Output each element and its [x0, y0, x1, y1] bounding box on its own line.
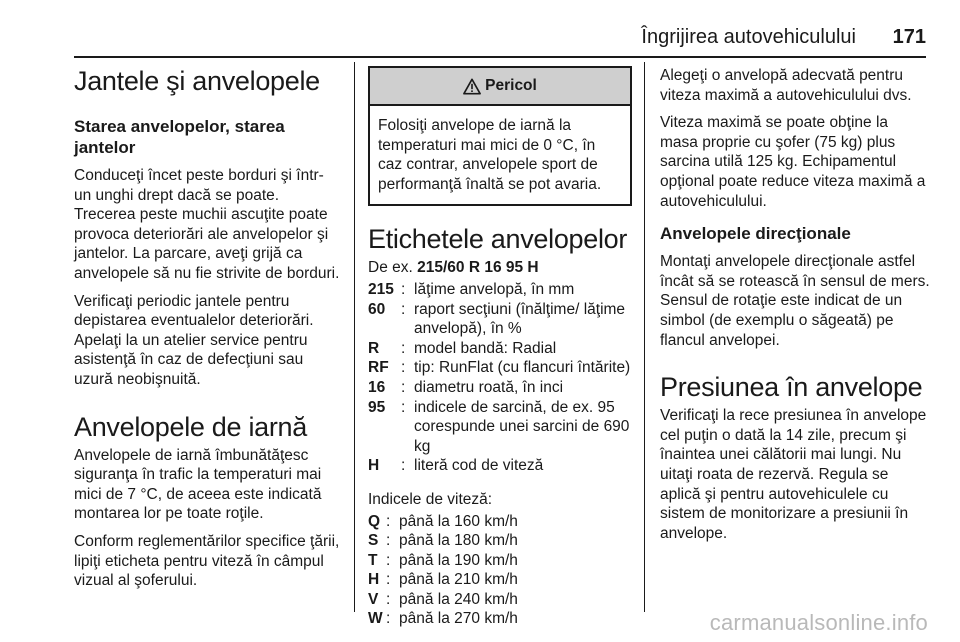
- danger-box-text: Folosiţi anvelope de iarnă la temperaturi mai mici de 0 °C, în caz contrar, anvelopele sport de performanţă înaltă se pot avaria.: [378, 117, 602, 193]
- page-header: [0, 0, 960, 60]
- section-title-winter: Anvelopele de iarnă: [74, 411, 307, 442]
- definition-row: [368, 339, 634, 359]
- speed-row: [368, 531, 518, 551]
- definition-row-key: R: [368, 339, 380, 357]
- definition-row-value: tip: RunFlat (cu flancuri întărite): [414, 359, 631, 377]
- section-title-labels: Etichetele anvelopelor: [368, 224, 628, 255]
- speed-row: [368, 590, 518, 610]
- definition-row-separator: :: [401, 359, 406, 377]
- definition-row-value: lăţime anvelopă, în mm: [414, 280, 575, 298]
- speed-row-value: până la 160 km/h: [399, 512, 518, 530]
- definition-row-key: 215: [368, 280, 394, 298]
- definition-row: [368, 456, 634, 476]
- chapter-title: Îngrijirea autovehiculului: [641, 26, 856, 48]
- definition-row-key: 60: [368, 300, 386, 318]
- page-number: 171: [892, 26, 926, 48]
- speed-index-label: Indicele de viteză:: [368, 490, 493, 508]
- definition-row-key: H: [368, 457, 380, 475]
- speed-row-value: până la 270 km/h: [399, 610, 518, 628]
- speed-row-separator: :: [386, 512, 391, 530]
- definition-row-key: 16: [368, 378, 386, 396]
- column-2: [368, 60, 634, 629]
- definition-row: [368, 280, 634, 300]
- definition-row: [368, 378, 634, 398]
- paragraph-pressure: Verificaţi la rece presiunea în anvelope cel puţin o dată la 14 zile, precum şi înaintea unei călătorii mai lungi. Nu uitaţi roata de rezervă. Regula se aplică şi pentru autovehiculele cu sistem de monitorizare a presiunii în anvelope.: [660, 407, 927, 542]
- definition-row-separator: :: [401, 457, 406, 475]
- watermark: carmanualsonline.info: [709, 610, 928, 635]
- speed-row-value: până la 240 km/h: [399, 590, 518, 608]
- speed-row-separator: :: [386, 532, 391, 550]
- definition-row-value: diametru roată, în inci: [414, 378, 564, 396]
- speed-row-key: Q: [368, 512, 381, 530]
- speed-row-separator: :: [386, 610, 391, 628]
- paragraph-winter-safety: Anvelopele de iarnă îmbunătăţesc siguranţa în trafic la temperaturi mai mici de 7 °C, de aceea este indicată montarea lor pe toate roţile.: [74, 446, 322, 523]
- definition-row: [368, 358, 634, 378]
- speed-row-key: V: [368, 590, 379, 608]
- speed-row-separator: :: [386, 590, 391, 608]
- speed-row-separator: :: [386, 551, 391, 569]
- paragraph-inspection: Verificaţi periodic jantele pentru depistarea eventualelor deteriorări. Apelaţi la un atelier service pentru asistenţă în caz de defecţiuni sau uzură neobişnuită.: [74, 292, 314, 388]
- danger-box-header: [370, 68, 630, 106]
- speed-row-key: S: [368, 532, 379, 550]
- speed-index-list: [368, 512, 518, 630]
- definition-row-value: literă cod de viteză: [414, 457, 544, 475]
- definition-row-separator: :: [401, 378, 406, 396]
- speed-row-value: până la 180 km/h: [399, 532, 518, 550]
- definition-row: [368, 398, 634, 457]
- column-3: [660, 60, 930, 543]
- paragraph-curbs: Conduceţi încet peste borduri şi într-un unghi drept dacă se poate. Trecerea peste muchii ascuţite poate provoca deteriorări ale anvelopelor şi jantelor. La parcare, aveţi grijă ca anvelopele să nu fie strivite de borduri.: [74, 167, 340, 282]
- example-prefix: De ex.: [368, 259, 413, 277]
- speed-row-key: W: [368, 610, 383, 628]
- subsection-title-condition: Starea anvelopelor, starea jantelor: [74, 117, 285, 157]
- speed-row: [368, 609, 518, 629]
- column-divider-1: [354, 62, 355, 612]
- section-title-pressure: Presiunea în anvelope: [660, 372, 923, 403]
- definition-row-key: 95: [368, 398, 386, 416]
- speed-row-key: H: [368, 571, 380, 589]
- definition-row-key: RF: [368, 359, 389, 377]
- subsection-title-directional: Anvelopele direcţionale: [660, 224, 851, 244]
- speed-row: [368, 512, 518, 532]
- paragraph-speed-label: Conform reglementărilor specifice ţării, lipiţi eticheta pentru viteză în câmpul vizual al şoferului.: [74, 532, 340, 590]
- paragraph-max-speed: Viteza maximă se poate obţine la masa proprie cu şofer (75 kg) plus sarcina utilă 125 kg. Echipamentul opţional poate reduce viteza maximă a autovehiculului.: [660, 114, 926, 210]
- definition-row-separator: :: [401, 398, 406, 416]
- warning-triangle-icon: [463, 78, 481, 95]
- column-divider-2: [644, 62, 645, 612]
- definition-row-value: model bandă: Radial: [414, 339, 557, 357]
- definition-row-separator: :: [401, 300, 406, 318]
- tire-code-definitions: [368, 280, 634, 476]
- header-rule: [74, 56, 926, 58]
- definition-row: [368, 300, 634, 339]
- speed-row: [368, 551, 518, 571]
- definition-row-value: raport secţiuni (înălţime/ lăţime anvelopă), în %: [414, 300, 626, 338]
- danger-box: [368, 66, 632, 206]
- section-title: Jantele şi anvelopele: [74, 66, 320, 96]
- paragraph-directional: Montaţi anvelopele direcţionale astfel încât să se rotească în sensul de mers. Sensul de rotaţie este indicat de un simbol (de exemplu o săgeată) pe flancul anvelopei.: [660, 253, 930, 349]
- column-1: [74, 60, 340, 591]
- example-code: 215/60 R 16 95 H: [417, 259, 539, 277]
- speed-row: [368, 570, 518, 590]
- paragraph-choose-tyre: Alegeţi o anvelopă adecvată pentru viteza maximă a autovehiculului dvs.: [660, 67, 912, 104]
- speed-row-value: până la 210 km/h: [399, 571, 518, 589]
- speed-row-value: până la 190 km/h: [399, 551, 518, 569]
- example-line: [368, 258, 634, 278]
- definition-row-separator: :: [401, 280, 406, 298]
- definition-row-separator: :: [401, 339, 406, 357]
- definition-row-value: indicele de sarcină, de ex. 95 corespunde unei sarcini de 690 kg: [414, 398, 630, 455]
- danger-box-label: Pericol: [485, 77, 537, 94]
- speed-row-key: T: [368, 551, 378, 569]
- speed-row-separator: :: [386, 571, 391, 589]
